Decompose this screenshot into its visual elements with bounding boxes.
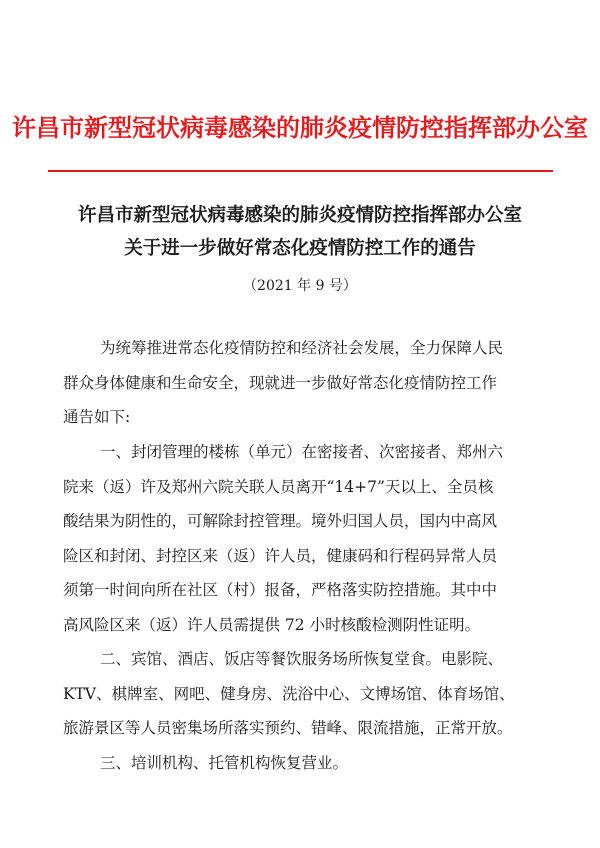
issuer-header: 许昌市新型冠状病毒感染的肺炎疫情防控指挥部办公室 (12, 113, 588, 142)
body-line: 二、宾馆、酒店、饭店等餐饮服务场所恢复堂食。电影院、 (100, 650, 504, 668)
body-line: 须第一时间向所在社区（村）报备，严格落实防控措施。其中中 (63, 581, 498, 599)
body-line: 为统筹推进常态化疫情防控和经济社会发展，全力保障人民 (100, 339, 504, 357)
body-line: 院来（返）许及郑州六院关联人员离开“14+7”天以上、全员核 (63, 478, 494, 496)
body-line: 一、封闭管理的楼栋（单元）在密接者、次密接者、郑州六 (100, 443, 504, 461)
red-header-rule (48, 170, 553, 172)
body-line: 险区和封闭、封控区来（返）许人员，健康码和行程码异常人员 (63, 547, 498, 565)
body-line: 酸结果为阴性的，可解除封控管理。境外归国人员，国内中高风 (63, 512, 498, 530)
body-line: 旅游景区等人员密集场所落实预约、错峰、限流措施，正常开放。 (63, 719, 513, 737)
document-title-line-2: 关于进一步做好常态化疫情防控工作的通告 (124, 238, 476, 259)
body-line: 通告如下: (63, 408, 131, 426)
body-line: 群众身体健康和生命安全，现就进一步做好常态化疫情防控工作 (63, 374, 498, 392)
body-line: KTV、棋牌室、网吧、健身房、洗浴中心、文博场馆、体育场馆、 (63, 685, 515, 703)
body-line: 三、培训机构、托管机构恢复营业。 (100, 754, 349, 772)
document-number: （2021 年 9 号） (243, 278, 357, 294)
body-line: 高风险区来（返）许人员需提供 72 小时核酸检测阴性证明。 (63, 616, 481, 634)
document-title-line-1: 许昌市新型冠状病毒感染的肺炎疫情防控指挥部办公室 (77, 205, 522, 226)
